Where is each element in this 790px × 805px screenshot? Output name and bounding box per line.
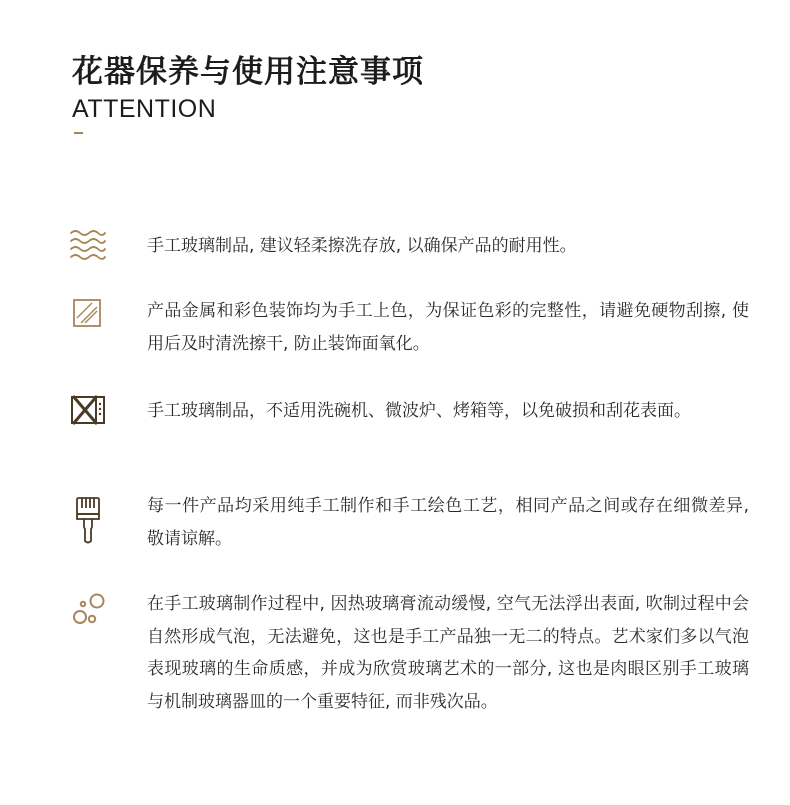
care-item-text: 在手工玻璃制作过程中, 因热玻璃膏流动缓慢, 空气无法浮出表面, 吹制过程中会自然形成气泡，无法避免，这也是手工产品独一无二的特点。艺术家们多以气泡表现玻璃的生命质感，并成为欣赏玻璃艺术的一部分, 这也是肉眼区别手工玻璃与机制玻璃器皿的一个重要特征, 而非残次品。 — [147, 594, 749, 712]
gloss-surface-icon — [70, 296, 106, 332]
care-item-text: 每一件产品均采用纯手工制作和手工绘色工艺，相同产品之间或存在细微差异, 敬请谅解。 — [147, 496, 749, 549]
page-header — [72, 52, 424, 134]
care-item-text: 手工玻璃制品，不适用洗碗机、微波炉、烤箱等，以免破损和刮花表面。 — [147, 401, 691, 421]
accent-divider — [74, 132, 83, 134]
wave-icon — [70, 228, 106, 264]
bubbles-icon — [70, 592, 106, 628]
no-appliance-icon — [70, 393, 106, 429]
page-title: 花器保养与使用注意事项 — [72, 54, 424, 90]
paintbrush-icon — [70, 496, 106, 546]
page-subtitle: ATTENTION — [72, 95, 217, 123]
care-item-text: 手工玻璃制品, 建议轻柔擦洗存放, 以确保产品的耐用性。 — [147, 236, 577, 256]
care-item-text: 产品金属和彩色装饰均为手工上色，为保证色彩的完整性，请避免硬物刮擦, 使用后及时清洗擦干, 防止装饰面氧化。 — [147, 301, 749, 354]
